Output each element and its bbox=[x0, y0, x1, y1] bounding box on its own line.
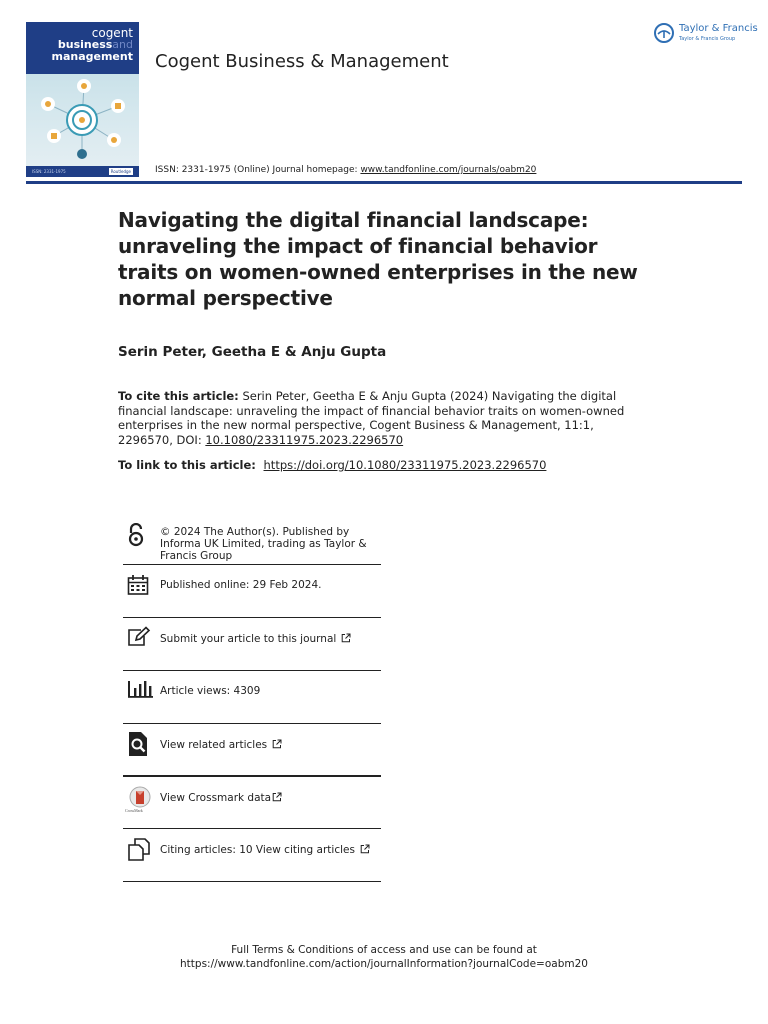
external-link-icon bbox=[272, 792, 282, 802]
taylor-francis-logo[interactable] bbox=[654, 22, 758, 48]
issn-line bbox=[155, 165, 536, 175]
tf-logo-sub: Taylor & Francis Group bbox=[679, 36, 736, 42]
cite-text: Serin Peter, Geetha E & Anju Gupta (2024) Navigating the digital financial landscape: unraveling the impact of financial behavior traits on women-owned enterprises in the new normal perspective, Cogent Business & Management, 11:1, 2296570, DOI: bbox=[118, 389, 625, 447]
related-text: View related articles bbox=[160, 739, 268, 751]
bar-chart-icon bbox=[127, 679, 153, 699]
cover-issn: ISSN: 2331-1975 bbox=[32, 169, 66, 174]
related-articles-icon bbox=[127, 731, 149, 757]
footer-terms-link[interactable]: https://www.tandfonline.com/action/journalInformation?journalCode=oabm20 bbox=[180, 958, 588, 970]
tf-logo-mark-icon bbox=[656, 25, 672, 41]
crossmark-link[interactable] bbox=[160, 792, 282, 804]
published-text: Published online: 29 Feb 2024. bbox=[160, 579, 322, 591]
citing-articles-icon bbox=[127, 837, 151, 861]
cover-brand-line2a: business bbox=[57, 38, 113, 51]
citing-articles-link[interactable] bbox=[160, 844, 370, 856]
calendar-icon bbox=[127, 574, 149, 596]
cover-brand-line3: management bbox=[51, 50, 133, 63]
cite-label: To cite this article: bbox=[118, 389, 239, 403]
info-citing[interactable] bbox=[123, 829, 381, 882]
crossmark-icon-label: CrossMark bbox=[125, 808, 143, 813]
open-access-icon bbox=[127, 523, 145, 547]
external-link-icon bbox=[272, 739, 282, 749]
cover-brand bbox=[52, 27, 134, 63]
related-articles-link[interactable] bbox=[160, 739, 282, 751]
crossmark-text: View Crossmark data bbox=[160, 792, 272, 804]
cover-publisher: Routledge bbox=[110, 169, 131, 174]
info-crossmark[interactable] bbox=[123, 777, 381, 829]
link-label: To link to this article: bbox=[118, 458, 256, 472]
cite-doi-link[interactable]: 10.1080/23311975.2023.2296570 bbox=[205, 432, 404, 447]
info-submit[interactable] bbox=[123, 618, 381, 671]
tf-logo-icon bbox=[654, 23, 674, 43]
header-rule bbox=[26, 181, 742, 184]
edit-icon bbox=[127, 626, 151, 648]
submit-text: Submit your article to this journal bbox=[160, 633, 337, 645]
article-link-line bbox=[118, 458, 546, 472]
article-authors: Serin Peter, Geetha E & Anju Gupta bbox=[118, 344, 387, 360]
tf-logo-name: Taylor & Francis bbox=[679, 23, 758, 34]
footer-line1: Full Terms & Conditions of access and use can be found at bbox=[231, 944, 537, 956]
article-title: Navigating the digital financial landscape: unraveling the impact of financial behavior traits on women-owned enterprises in the new normal perspective bbox=[118, 208, 638, 310]
cover-brand-line2b: and bbox=[112, 38, 133, 51]
journal-cover bbox=[26, 22, 139, 177]
issn-text: ISSN: 2331-1975 (Online) Journal homepage: bbox=[155, 165, 358, 175]
terms-footer bbox=[0, 943, 768, 971]
info-views bbox=[123, 671, 381, 724]
citing-text: Citing articles: 10 View citing articles bbox=[160, 844, 355, 856]
views-text: Article views: 4309 bbox=[160, 685, 261, 697]
cover-brand-line1: cogent bbox=[91, 26, 133, 40]
info-published bbox=[123, 565, 381, 618]
citation-block bbox=[118, 389, 648, 447]
copyright-text: © 2024 The Author(s). Published by Informa UK Limited, trading as Taylor & Francis Group bbox=[160, 526, 367, 562]
cover-header bbox=[26, 22, 139, 74]
article-doi-link[interactable]: https://doi.org/10.1080/23311975.2023.2296570 bbox=[263, 458, 547, 472]
external-link-icon bbox=[341, 633, 351, 643]
journal-homepage-link[interactable]: www.tandfonline.com/journals/oabm20 bbox=[360, 165, 537, 175]
submit-article-link[interactable] bbox=[160, 633, 351, 645]
cover-illustration bbox=[26, 74, 139, 166]
info-related[interactable] bbox=[123, 724, 381, 777]
cover-footer bbox=[26, 166, 139, 177]
journal-title: Cogent Business & Management bbox=[155, 51, 449, 72]
info-copyright bbox=[123, 518, 381, 565]
external-link-icon bbox=[360, 844, 370, 854]
